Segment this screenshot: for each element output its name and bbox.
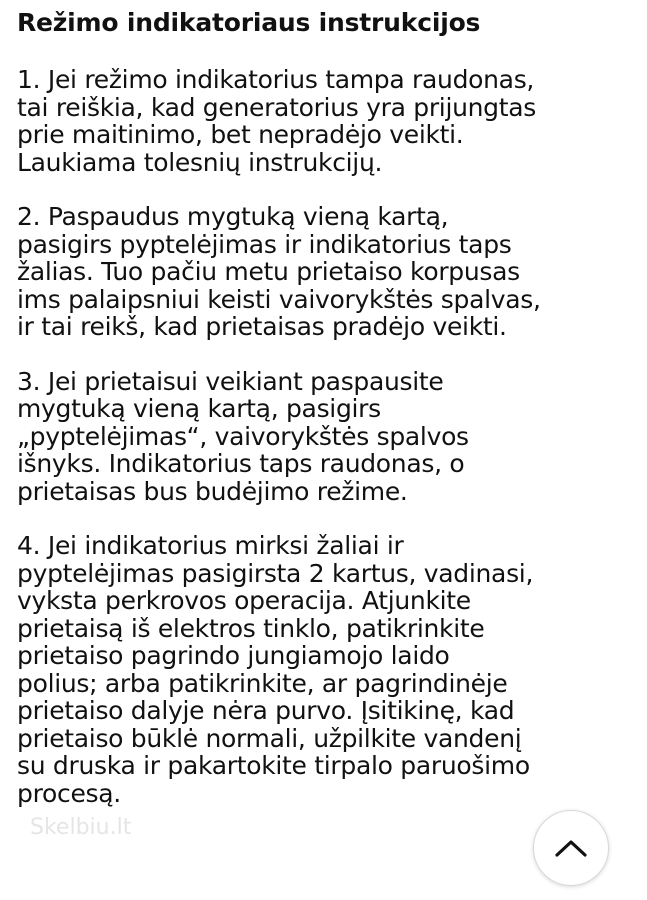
instruction-paragraph-4: 4. Jei indikatorius mirksi žaliai ir pyptelėjimas pasigirsta 2 kartus, vadinasi, vyksta perkrovos operacija. Atjunkite prietaisą iš elektros tinklo, patikrinkite prietaiso pagrindo jungiamojo laido polius; arba patikrinkite, ar pagrindinėje prietaiso dalyje nėra purvo. Įsitikinę, kad prietaiso būklė normali, užpilkite vandenį su druska ir pakartokite tirpalo paruošimo procesą.	[17, 531, 534, 808]
watermark-logo: Skelbiu.lt	[30, 815, 132, 840]
instruction-paragraph-2: 2. Paspaudus mygtuką vieną kartą, pasigirs pyptelėjimas ir indikatorius taps žalias. Tuo pačiu metu prietaiso korpusas ims palaipsniui keisti vaivorykštės spalvas, ir tai reikš, kad prietaisas pradėjo veikti.	[17, 202, 541, 341]
instruction-paragraph-3: 3. Jei prietaisui veikiant paspausite mygtuką vieną kartą, pasigirs „pyptelėjimas“, vaivorykštės spalvos išnyks. Indikatorius taps raudonas, o prietaisas bus budėjimo režime.	[17, 366, 469, 506]
chevron-up-icon	[554, 838, 588, 858]
scroll-to-top-button[interactable]	[533, 810, 609, 886]
instruction-paragraph-1: 1. Jei režimo indikatorius tampa raudonas, tai reiškia, kad generatorius yra prijungtas prie maitinimo, bet nepradėjo veikti. Laukiama tolesnių instrukcijų.	[17, 65, 537, 177]
page-title: Režimo indikatoriaus instrukcijos	[17, 8, 481, 37]
